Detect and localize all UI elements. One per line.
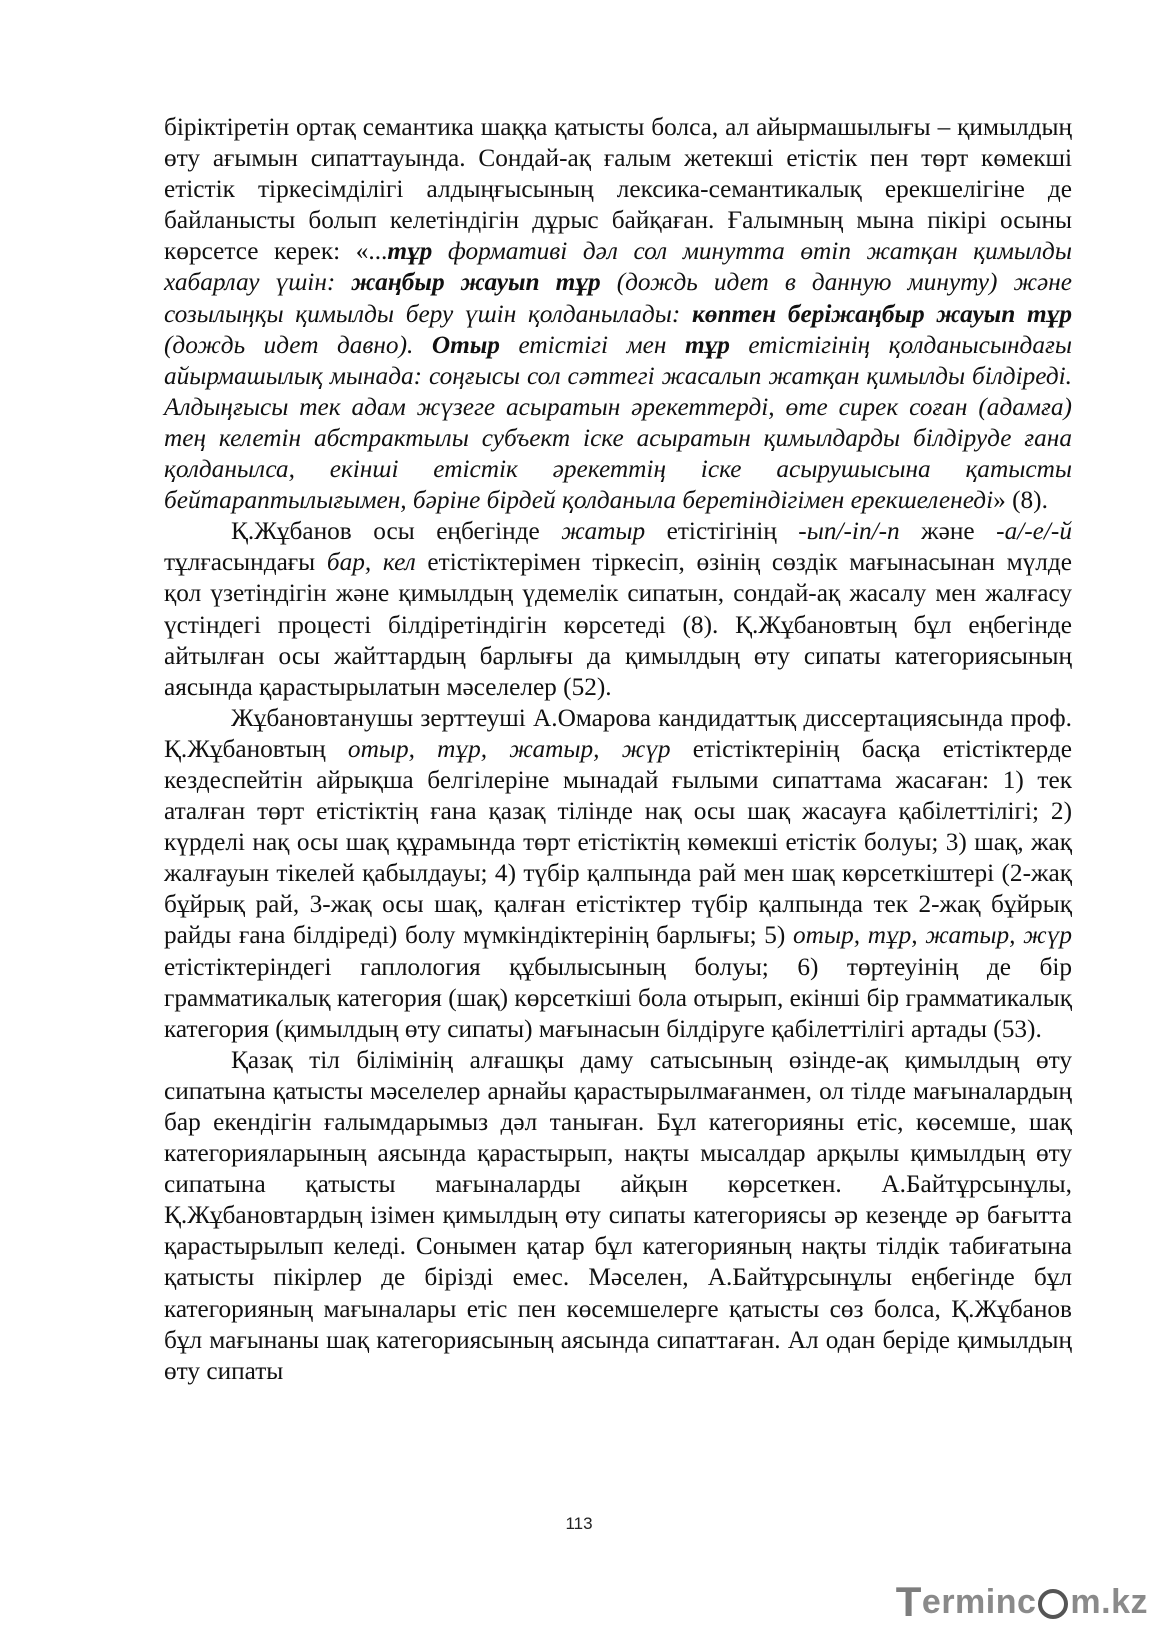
italic-run: (дождь идет в данную минуту) және созылыңқы қимылды беру үшін қолданылады:	[164, 268, 1072, 328]
bold-italic-run: жаңбыр жауып тұр	[351, 268, 601, 297]
page-number: 113	[565, 1514, 593, 1533]
italic-run: -а/-е/-й	[996, 517, 1072, 546]
bold-italic-run: тұр	[684, 330, 730, 359]
text-run: Қазақ тіл білімінің алғашқы даму сатысының өзінде-ақ қимылдың өту сипатына қатысты мәселелер арнайы қарастырылмағанмен, ол тілде мағыналардың бар екендігін ғалымдарымыз дәл таныған. Бұл категорияны етіс, көсемше, шақ категорияларының аясында қарастырып, нақты мысалдар арқылы қимылдың өту сипатына қатысты мағыналарды айқын көрсеткен. А.Байтұрсынұлы, Қ.Жұбановтардың ізімен қимылдың өту сипаты категориясы әр кезеңде әр бағытта қарастырылып келеді. Сонымен қатар бұл категорияның нақты тілдік табиғатына қатысты пікірлер де бірізді емес. Мәселен, А.Байтұрсынұлы еңбегінде бұл категорияның мағыналары етіс пен көсемшелерге қатысты сөз болса, Қ.Жұбанов бұл мағынаны шақ категориясының аясында сипаттаған. Ал одан беріде қимылдың өту сипаты	[164, 1045, 1072, 1385]
bold-italic-run: Отыр	[431, 330, 500, 359]
text-run: Қ.Жұбанов осы еңбегінде	[231, 517, 562, 546]
watermark-text-suffix: m.kz	[1070, 1582, 1148, 1621]
italic-run: формативі дәл сол минутта өтіп жатқан қимылды хабарлау үшін:	[164, 237, 1072, 297]
text-run: біріктіретін ортақ семантика шаққа қатысты болса, ал айырмашылығы – қимылдың өту ағымын сипаттауында. Сондай-ақ ғалым жетекші етістік пен төрт көмекші етістік тіркесімділігі алдыңғысының лексика-семантикалық ерекшелігіне де байланысты болып келетіндігін дұрыс байқаған. Ғалымның мына пікірі осыны көрсетсе керек: «...	[164, 113, 1072, 266]
text-run: Жұбановтанушы зерттеуші А.Омарова кандидаттық диссертациясында проф. Қ.Жұбановтың	[164, 703, 1072, 763]
text-run: етістіктерімен тіркесіп, өзінің сөздік мағынасынан мүлде қол үзетіндігін және қимылдың үдемелік сипатын, сондай-ақ жасалу мен жалғасу үстіндегі процесті білдіретіндігін көрсетеді (8). Қ.Жұбановтың бұл еңбегінде айтылған осы жайттардың барлығы да қимылдың өту сипаты категориясының аясында қарастырылатын мәселелер (52).	[164, 548, 1073, 701]
page-body-text	[164, 112, 1072, 1387]
italic-run: отыр, тұр, жатыр, жүр	[347, 734, 671, 763]
watermark-circle-icon	[1038, 1589, 1068, 1619]
text-run: етістігінің	[645, 517, 799, 546]
text-run: және	[899, 517, 997, 546]
paragraph	[164, 516, 1072, 703]
paragraph	[164, 112, 1072, 516]
text-run: етістіктерінің басқа етістіктерде кездеспейтін айрықша белгілеріне мынадай ғылыми сипаттама жасаған: 1) тек аталған төрт етістіктің ғана қазақ тілінде нақ осы шақ жасауға қабілеттілігі; 2) күрделі нақ осы шақ құрамында төрт етістіктің көмекші етістік болуы; 3) шақ, жақ жалғауын тікелей қабылдауы; 4) түбір қалпында рай мен шақ көрсеткіштері (2-жақ бұйрық рай, 3-жақ осы шақ, қалған етістіктер түбір қалпында тек 2-жақ бұйрық райды ғана білдіреді) болу мүмкіндіктерінің барлығы; 5)	[164, 734, 1072, 950]
bold-italic-run: көптен беріжаңбыр жауып тұр	[692, 299, 1072, 328]
paragraph	[164, 1045, 1072, 1387]
italic-run: -ып/-іп/-п	[798, 517, 900, 546]
watermark-letter-t: T	[895, 1578, 922, 1625]
italic-run: (дождь идет давно).	[164, 330, 432, 359]
paragraph	[164, 703, 1072, 1045]
italic-run: етістігінің қолданысындағы айырмашылық мынада: соңғысы сол сәттегі жасалып жатқан қимылды білдіреді. Алдыңғысы тек адам жүзеге асыратын әрекеттерді, өте сирек соған (адамға) тең келетін абстрактылы субъект іске асыратын қимылдарды білдіруде ғана қолданылса, екінші етістік әрекеттің іске асырушысына қатысты бейтараптылығымен, бәріне бірдей қолданыла беретіндігімен ерекшеленеді	[164, 330, 1073, 515]
text-run: етістіктеріндегі гаплология құбылысының болуы; 6) төртеуінің де бір грамматикалық категория (шақ) көрсеткіші бола отырып, екінші бір грамматикалық категория (қимылдың өту сипаты) мағынасын білдіруге қабілеттілігі артады (53).	[164, 952, 1072, 1043]
italic-run: жатыр	[561, 517, 646, 546]
bold-italic-run: тұр	[387, 237, 433, 266]
watermark-text-middle: erminc	[921, 1582, 1037, 1621]
italic-run: етістігі мен	[499, 330, 685, 359]
italic-run: бар, кел	[326, 548, 416, 577]
text-run: тұлғасындағы	[164, 548, 327, 577]
termincom-watermark-logo	[896, 1580, 1148, 1624]
italic-run: отыр, тұр, жатыр, жүр	[793, 921, 1072, 950]
text-run: » (8).	[993, 486, 1048, 515]
